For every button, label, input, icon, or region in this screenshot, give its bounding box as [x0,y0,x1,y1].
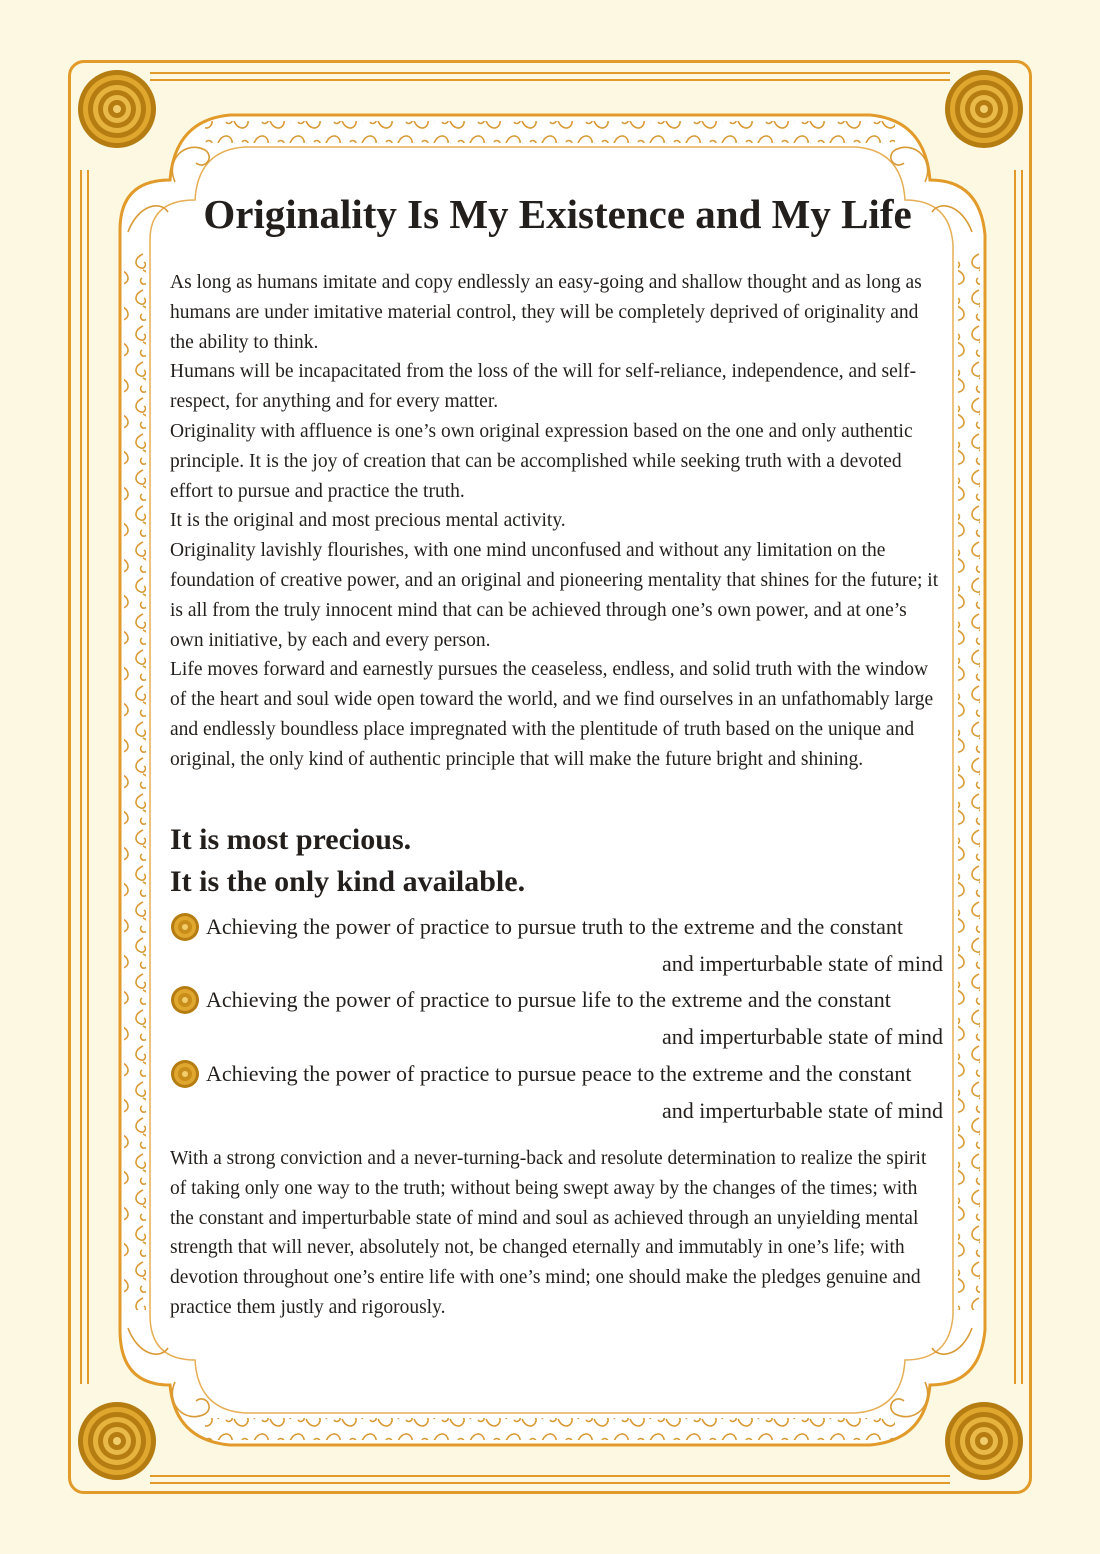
gold-disc-bullet-icon [170,1059,200,1089]
pledge-text: Achieving the power of practice to pursue truth to the extreme and the constant [206,914,904,939]
gold-medallion-icon [944,69,1024,149]
pledge-item [170,981,945,1055]
pledge-line [170,908,945,945]
slogan-line: It is the only kind available. [170,865,526,898]
pledge-line [170,981,945,1018]
slogan-line: It is most precious. [170,823,412,856]
pledge-item [170,1055,945,1129]
page-title: Originality Is My Existence and My Life [203,191,912,237]
gold-medallion-icon [944,1401,1024,1481]
closing-paragraph [170,1144,945,1323]
gold-disc-bullet-icon [170,985,200,1015]
pledge-text-continuation: and imperturbable state of mind [661,1024,943,1049]
pledge-line [170,1055,945,1092]
paragraph: It is the original and most precious mental activity. [170,510,566,532]
pledge-text-continuation: and imperturbable state of mind [661,1098,943,1123]
paragraph: With a strong conviction and a never-turning-back and resolute determination to realize the spirit of taking only one way to the truth; without being swept away by the changes of the times; with the constant and imperturbable state of mind and soul as achieved through an unyielding mental strength that will never, absolutely not, be changed eternally and immutably in one’s life; with devotion throughout one’s entire life with one’s mind; one should make the pledges genuine and practice them justly and rigorously. [170,1148,927,1318]
gold-medallion-icon [77,1401,157,1481]
paragraph: Humans will be incapacitated from the loss of the will for self-reliance, independence, and self-respect, for anything and for every matter. [170,361,917,413]
gold-disc-bullet-icon [170,912,200,942]
intro-paragraphs [170,268,945,775]
slogan [170,819,945,903]
pledge-text: Achieving the power of practice to pursue life to the extreme and the constant [206,987,891,1012]
pledge-text-continuation: and imperturbable state of mind [661,951,943,976]
paragraph: Originality with affluence is one’s own original expression based on the one and only authentic principle. It is the joy of creation that can be accomplished while seeking truth with a devoted effort to pursue and practice the truth. [170,420,913,502]
paragraph: Life moves forward and earnestly pursues the ceaseless, endless, and solid truth with the window of the heart and soul wide open toward the world, and we find ourselves in an unfathomably large and endlessly boundless place impregnated with the plentitude of truth based on the unique and original, the only kind of authentic principle that will make the future bright and shining. [170,659,934,770]
pledge-text: Achieving the power of practice to pursue peace to the extreme and the constant [206,1061,912,1086]
pledge-item [170,908,945,982]
paragraph: As long as humans imitate and copy endlessly an easy-going and shallow thought and as long as humans are under imitative material control, they will be completely deprived of originality and the ability to think. [170,272,922,353]
gold-medallion-icon [77,69,157,149]
paragraph: Originality lavishly flourishes, with one mind unconfused and without any limitation on the foundation of creative power, and an original and pioneering mentality that shines for the future; it is all from the truly innocent mind that can be achieved through one’s own power, and at one’s own initiative, by each and every person. [170,540,939,651]
